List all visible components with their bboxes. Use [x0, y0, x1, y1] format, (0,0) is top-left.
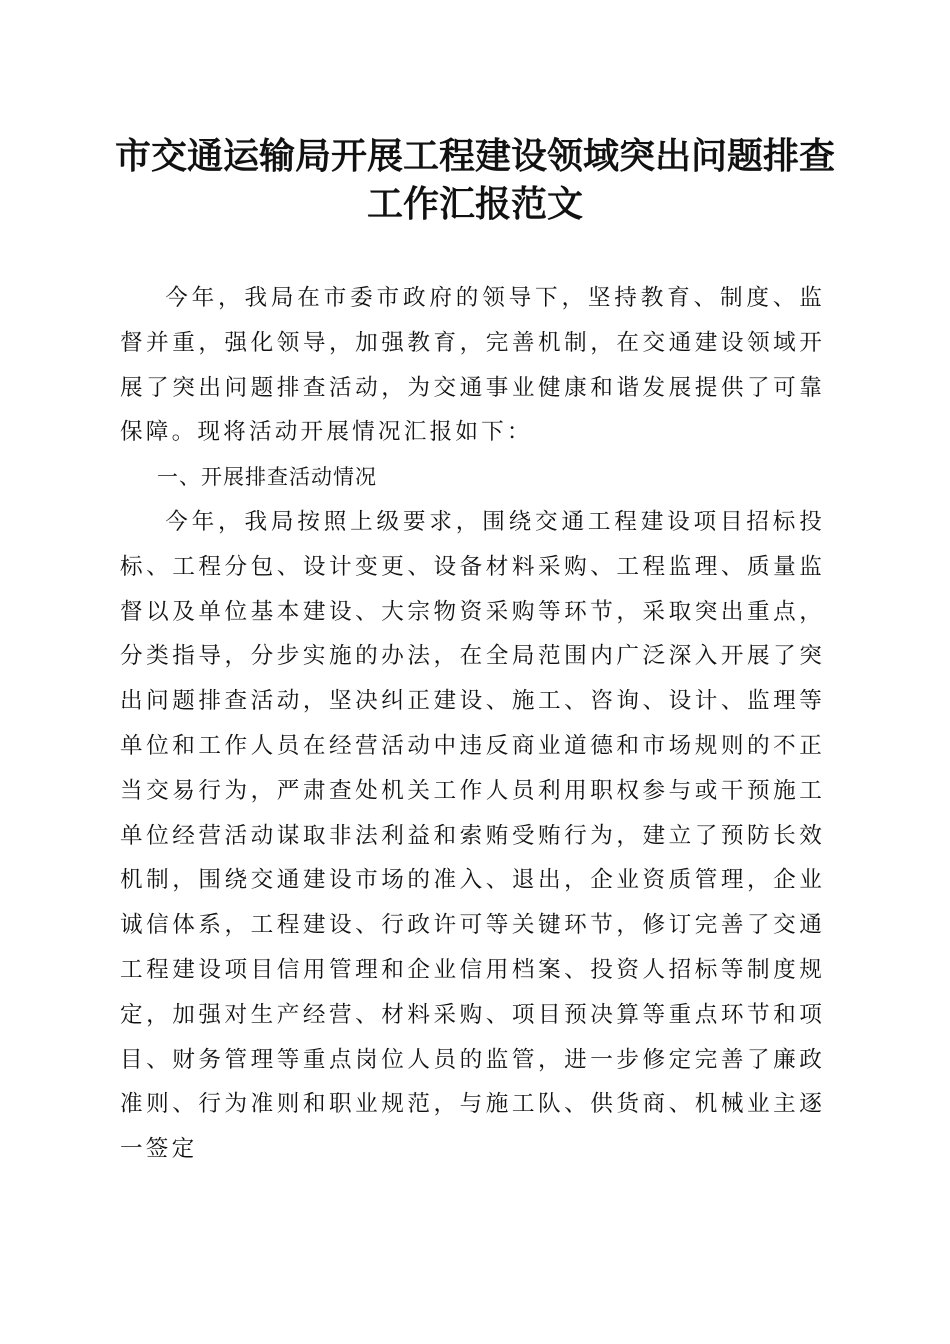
title-line-2: 工作汇报范文 [366, 183, 583, 225]
section-paragraph: 今年，我局按照上级要求，围绕交通工程建设项目招标投标、工程分包、设计变更、设备材料采购、工程监理、质量监督以及单位基本建设、大宗物资采购等环节，采取突出重点，分类指导，分步实施的办法，在全局范围内广泛深入开展了突出问题排查活动，坚决纠正建设、施工、咨询、设计、监理等单位和工作人员在经营活动中违反商业道德和市场规则的不正当交易行为，严肃查处机关工作人员利用职权参与或干预施工单位经营活动谋取非法利益和索贿受贿行为，建立了预防长效机制，围绕交通建设市场的准入、退出，企业资质管理，企业诚信体系，工程建设、行政许可等关键环节，修订完善了交通工程建设项目信用管理和企业信用档案、投资人招标等制度规定，加强对生产经营、材料采购、项目预决算等重点环节和项目、财务管理等重点岗位人员的监管，进一步修定完善了廉政准则、行为准则和职业规范，与施工队、供货商、机械业主逐一签定 [120, 508, 825, 1163]
document-title [0, 132, 950, 228]
intro-paragraph: 今年，我局在市委市政府的领导下，坚持教育、制度、监督并重，强化领导，加强教育，完善机制，在交通建设领域开展了突出问题排查活动，为交通事业健康和谐发展提供了可靠保障。现将活动开展情况汇报如下： [120, 285, 825, 446]
title-line-1: 市交通运输局开展工程建设领域突出问题排查 [114, 135, 835, 177]
document-body [120, 276, 825, 1172]
section-heading: 一、开展排查活动情况 [157, 465, 377, 490]
